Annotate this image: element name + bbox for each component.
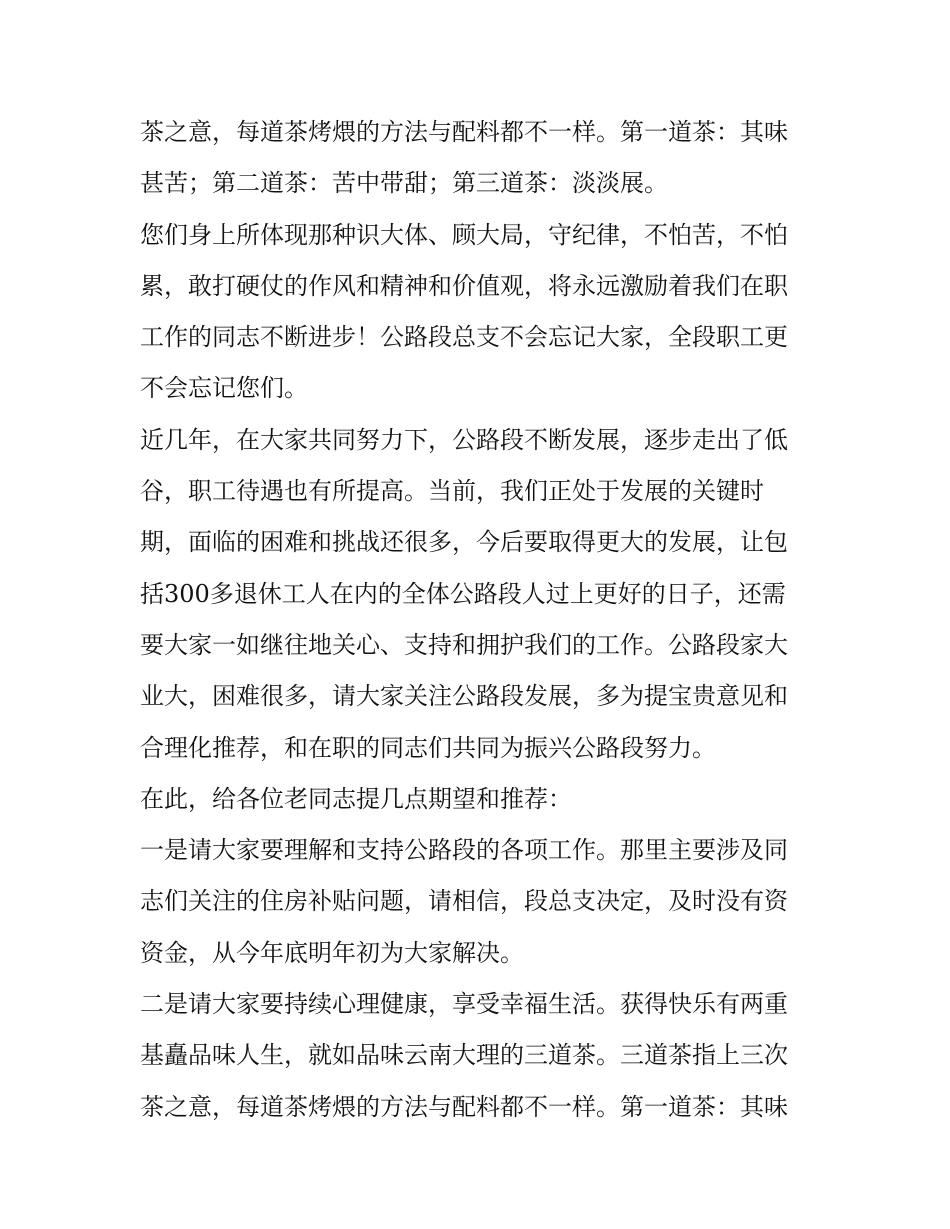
text-line: 谷，职工待遇也有所提高。当前，我们正处于发展的关键时	[140, 477, 764, 506]
text-line: 不会忘记您们。	[140, 374, 308, 403]
body-text	[140, 107, 820, 1133]
text-line: 基矗品味人生，就如品味云南大理的三道茶。三道茶指上三次	[140, 1041, 788, 1070]
text-line: 业大，困难很多，请大家关注公路段发展，多为提宝贵意见和	[140, 682, 788, 711]
text-line: 茶之意，每道茶烤煨的方法与配料都不一样。第一道茶：其味	[140, 118, 788, 146]
text-line: 累，敢打硬仗的作风和精神和价值观，将永远激励着我们在职	[140, 271, 788, 300]
text-line: 茶之意，每道茶烤煨的方法与配料都不一样。第一道茶：其味	[140, 1092, 788, 1121]
text-line: 志们关注的住房补贴问题，请相信，段总支决定，及时没有资	[140, 887, 788, 916]
text-line: 在此，给各位老同志提几点期望和推荐：	[140, 784, 572, 813]
text-line: 括300多退休工人在内的全体公路段人过上更好的日子，还需	[140, 579, 786, 608]
text-line: 资金，从今年底明年初为大家解决。	[140, 938, 524, 967]
text-line: 期，面临的困难和挑战还很多，今后要取得更大的发展，让包	[140, 528, 788, 557]
text-line: 甚苦；第二道茶：苦中带甜；第三道茶：淡淡展。	[140, 169, 668, 198]
text-line: 您们身上所体现那种识大体、顾大局，守纪律，不怕苦，不怕	[140, 220, 788, 249]
text-line: 近几年，在大家共同努力下，公路段不断发展，逐步走出了低	[140, 425, 788, 454]
text-line: 二是请大家要持续心理健康，享受幸福生活。获得快乐有两重	[140, 990, 788, 1019]
text-line: 一是请大家要理解和支持公路段的各项工作。那里主要涉及同	[140, 836, 788, 865]
text-line: 要大家一如继往地关心、支持和拥护我们的工作。公路段家大	[140, 630, 788, 659]
text-line: 合理化推荐，和在职的同志们共同为振兴公路段努力。	[140, 733, 716, 762]
text-line: 工作的同志不断进步！公路段总支不会忘记大家，全段职工更	[140, 323, 788, 352]
